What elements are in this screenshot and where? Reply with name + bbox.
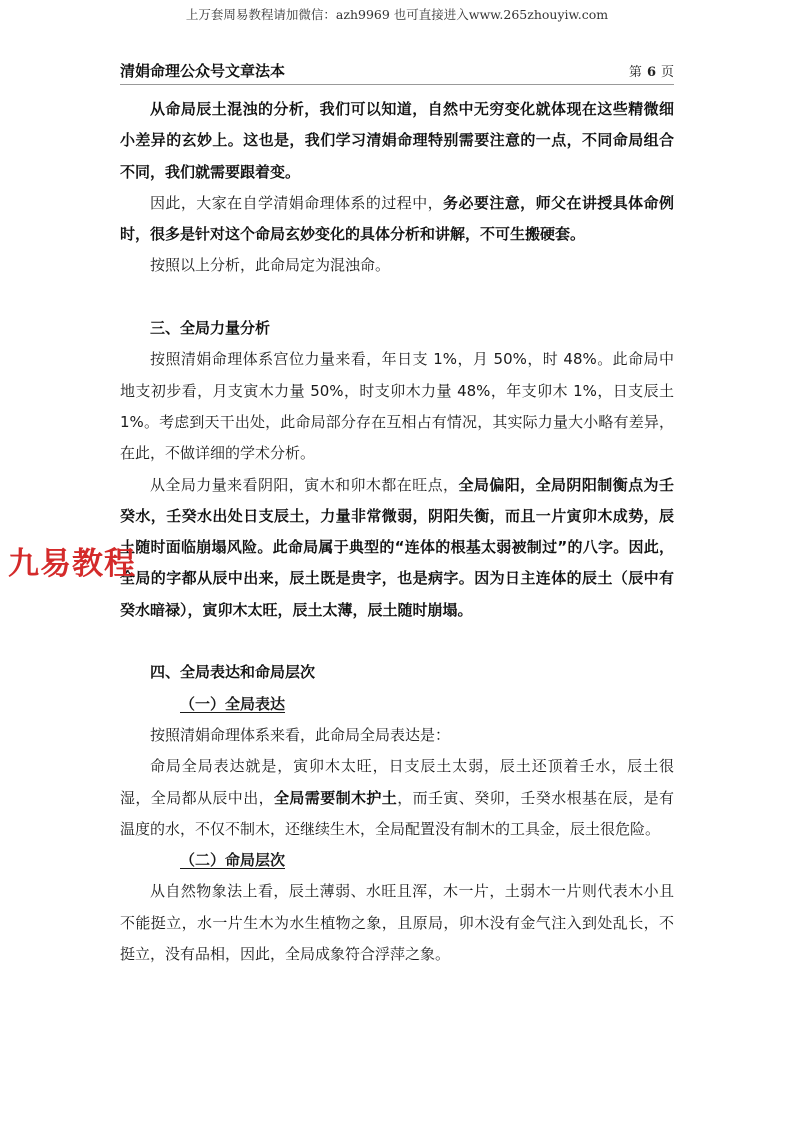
paragraph-5: 从全局力量来看阴阳，寅木和卯木都在旺点，全局偏阳，全局阴阳制衡点为壬癸水，壬癸水出处日支辰土，力量非常微弱，阴阳失衡，而且一片寅卯木成势，辰土随时面临崩塌风险。此命局属于典型的“连体的根基太弱被制过”的八字。因此，全局的字都从辰中出来，辰土既是贵字，也是病字。因为日主连体的辰土（辰中有癸水暗禄），寅卯木太旺，辰土太薄，辰土随时崩塌。 — [120, 475, 674, 619]
running-header — [120, 60, 674, 85]
paragraph-2: 因此，大家在自学清娟命理体系的过程中，务必要注意，师父在讲授具体命例时，很多是针对这个命局玄妙变化的具体分析和讲解，不可生搬硬套。 — [120, 193, 674, 244]
top-banner: 上万套周易教程请加微信：azh9969 也可直接进入www.265zhouyiw.com — [185, 7, 609, 22]
subheading-overall-expression: （一）全局表达 — [180, 694, 286, 713]
section-heading-3: 三、全局力量分析 — [150, 319, 271, 338]
document-title: 清娟命理公众号文章法本 — [120, 62, 286, 80]
paragraph-1: 从命局辰土混浊的分析，我们可以知道，自然中无穷变化就体现在这些精微细小差异的玄妙上。这也是，我们学习清娟命理特别需要注意的一点，不同命局组合不同，我们就需要跟着变。 — [120, 100, 674, 181]
subheading-chart-level: （二）命局层次 — [180, 851, 286, 870]
page-number-value: 6 — [646, 65, 656, 80]
page-prefix: 第 — [628, 65, 642, 80]
page-body — [120, 94, 674, 970]
paragraph-3: 按照以上分析，此命局定为混浊命。 — [150, 256, 391, 275]
page-number — [629, 61, 674, 80]
paragraph-4: 按照清娟命理体系宫位力量来看，年日支 1%，月 50%，时 48%。此命局中地支初步看，月支寅木力量 50%，时支卯木力量 48%，年支卯木 1%，日支辰土 1%。考虑到天干出处，此命局部分存在互相占有情况，其实际力量大小略有差异，在此，不做详细的学术分析。 — [120, 350, 674, 463]
section-heading-4: 四、全局表达和命局层次 — [150, 663, 316, 682]
paragraph-6: 按照清娟命理体系来看，此命局全局表达是： — [150, 725, 451, 744]
paragraph-8: 从自然物象法上看，辰土薄弱、水旺且浑，木一片，土弱木一片则代表木小且不能挺立，水一片生木为水生植物之象，且原局，卯木没有金气注入到处乱长，不挺立，没有品相，因此，全局成象符合浮萍之象。 — [120, 882, 674, 964]
paragraph-7: 命局全局表达就是，寅卯木太旺，日支辰土太弱，辰土还顶着壬水，辰土很湿，全局都从辰中出，全局需要制木护土，而壬寅、癸卯，壬癸水根基在辰，是有温度的水，不仅不制木，还继续生木，全局配置没有制木的工具金，辰土很危险。 — [120, 757, 674, 838]
watermark-logo: 九易教程 — [8, 546, 136, 582]
page-suffix: 页 — [660, 65, 674, 80]
